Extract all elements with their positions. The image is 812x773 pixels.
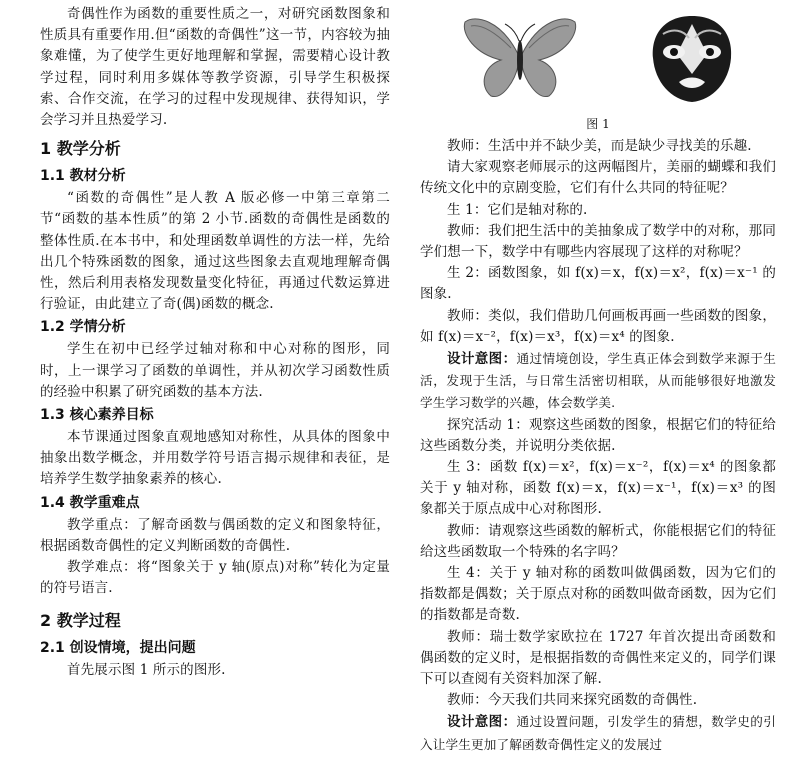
section-1-1-heading: 1.1 教材分析 xyxy=(40,168,126,185)
teacher-line-3: 教师：我们把生活中的美抽象成了数学中的对称，那同学们想一下，数学中有哪些内容展现了这样的对称呢？ xyxy=(420,222,776,261)
section-1-1-paragraph: “函数的奇偶性”是人教 A 版必修一中第三章第二节“函数的基本性质”的第 2 小节.函数的奇偶性是函数的整体性质.在本书中，和处理函数单调性的方法一样，先给出几个特殊函数的图象，通过这些图象去直观地理解奇偶性，然后利用表格发现数量变化特征，再通过代数运算进行验证，由此建立了奇(偶)函数的概念. xyxy=(40,190,390,313)
section-1-heading: 1 教学分析 xyxy=(40,139,121,159)
section-1-3-heading: 1.3 核心素养目标 xyxy=(40,407,154,424)
student-1-line: 生 1：它们是轴对称的. xyxy=(447,201,588,218)
design-intent-1 xyxy=(420,348,776,415)
teacher-line-7: 教师：今天我们共同来探究函数的奇偶性. xyxy=(447,692,698,709)
section-2-heading: 2 教学过程 xyxy=(40,611,121,631)
design-intent-2 xyxy=(420,711,776,755)
difficult-points-paragraph: 教学难点：将“图象关于 y 轴(原点)对称”转化为定量的符号语言. xyxy=(40,559,390,597)
section-1-2-paragraph: 学生在初中已经学过轴对称和中心对称的图形，同时，上一课学习了函数的单调性，并从初次学习函数性质的经验中积累了研究函数的基本方法. xyxy=(40,341,390,400)
figure-1 xyxy=(420,4,776,126)
student-2-line: 生 2：函数图象，如 f(x)＝x，f(x)＝x²，f(x)＝x⁻¹ 的图象. xyxy=(420,265,776,303)
design-intent-1-text: 通过情境创设，学生真正体会到数学来源于生活，发现于生活，与日常生活密切相联，从而能够很好地激发学生学习数学的兴趣，体会数学美. xyxy=(420,351,777,411)
teacher-line-5: 教师：请观察这些函数的解析式，你能根据它们的特征给这些函数取一个特殊的名字吗？ xyxy=(420,522,776,560)
section-2-1-paragraph: 首先展示图 1 所示的图形. xyxy=(67,662,226,679)
figure-1-caption: 图 1 xyxy=(586,117,610,131)
design-intent-1-label: 设计意图： xyxy=(447,351,517,368)
butterfly-image xyxy=(461,14,579,102)
design-intent-2-text: 通过设置问题，引发学生的猜想，数学史的引入让学生更加了解函数奇偶性定义的发展过 xyxy=(420,714,777,752)
student-3-line: 生 3：函数 f(x)＝x²，f(x)＝x⁻²，f(x)＝x⁴ 的图象都关于 y 轴对称，函数 f(x)＝x，f(x)＝x⁻¹，f(x)＝x³ 的图象都关于原点成中心对称图形. xyxy=(420,459,776,518)
left-column xyxy=(40,4,390,682)
key-points-paragraph: 教学重点：了解奇函数与偶函数的定义和图象特征，根据函数奇偶性的定义判断函数的奇偶性. xyxy=(40,516,390,554)
opera-mask-image xyxy=(649,14,735,104)
teacher-line-1: 教师：生活中并不缺少美，而是缺少寻找美的乐趣. xyxy=(447,138,752,154)
right-column xyxy=(420,4,776,756)
teacher-line-4: 教师：类似，我们借助几何画板再画一些函数的图象，如 f(x)＝x⁻²，f(x)＝x³，f(x)＝x⁴ 的图象. xyxy=(420,307,776,345)
section-1-2-heading: 1.2 学情分析 xyxy=(40,319,126,336)
activity-1-line: 探究活动 1：观察这些函数的图象，根据它们的特征给这些函数分类，并说明分类依据. xyxy=(420,416,776,454)
section-2-1-heading: 2.1 创设情境，提出问题 xyxy=(40,640,196,657)
section-1-3-paragraph: 本节课通过图象直观地感知对称性，从具体的图象中抽象出数学概念，并用数学符号语言揭示规律和表征，是培养学生数学抽象素养的核心. xyxy=(40,429,390,488)
section-1-4-heading: 1.4 教学重难点 xyxy=(40,494,140,511)
student-4-line: 生 4：关于 y 轴对称的函数叫做偶函数，因为它们的指数都是偶数；关于原点对称的函数叫做奇函数，因为它们的指数都是奇数. xyxy=(420,565,776,624)
design-intent-2-label: 设计意图： xyxy=(447,714,517,731)
teacher-line-6: 教师：瑞士数学家欧拉在 1727 年首次提出奇函数和偶函数的定义时，是根据指数的奇偶性来定义的，同学们课下可以查阅有关资料加深了解. xyxy=(420,628,776,688)
teacher-line-2: 请大家观察老师展示的这两幅图片，美丽的蝴蝶和我们传统文化中的京剧变脸，它们有什么共同的特征呢？ xyxy=(420,159,776,197)
intro-paragraph: 奇偶性作为函数的重要性质之一，对研究函数图象和性质具有重要作用.但“函数的奇偶性”这一节，内容较为抽象难懂，为了使学生更好地理解和掌握，需要精心设计教学过程，同时利用多媒体等教学资源，引导学生积极探索、合作交流，在学习的过程中发现规律、获得知识，学会学习并且热爱学习. xyxy=(40,6,390,129)
